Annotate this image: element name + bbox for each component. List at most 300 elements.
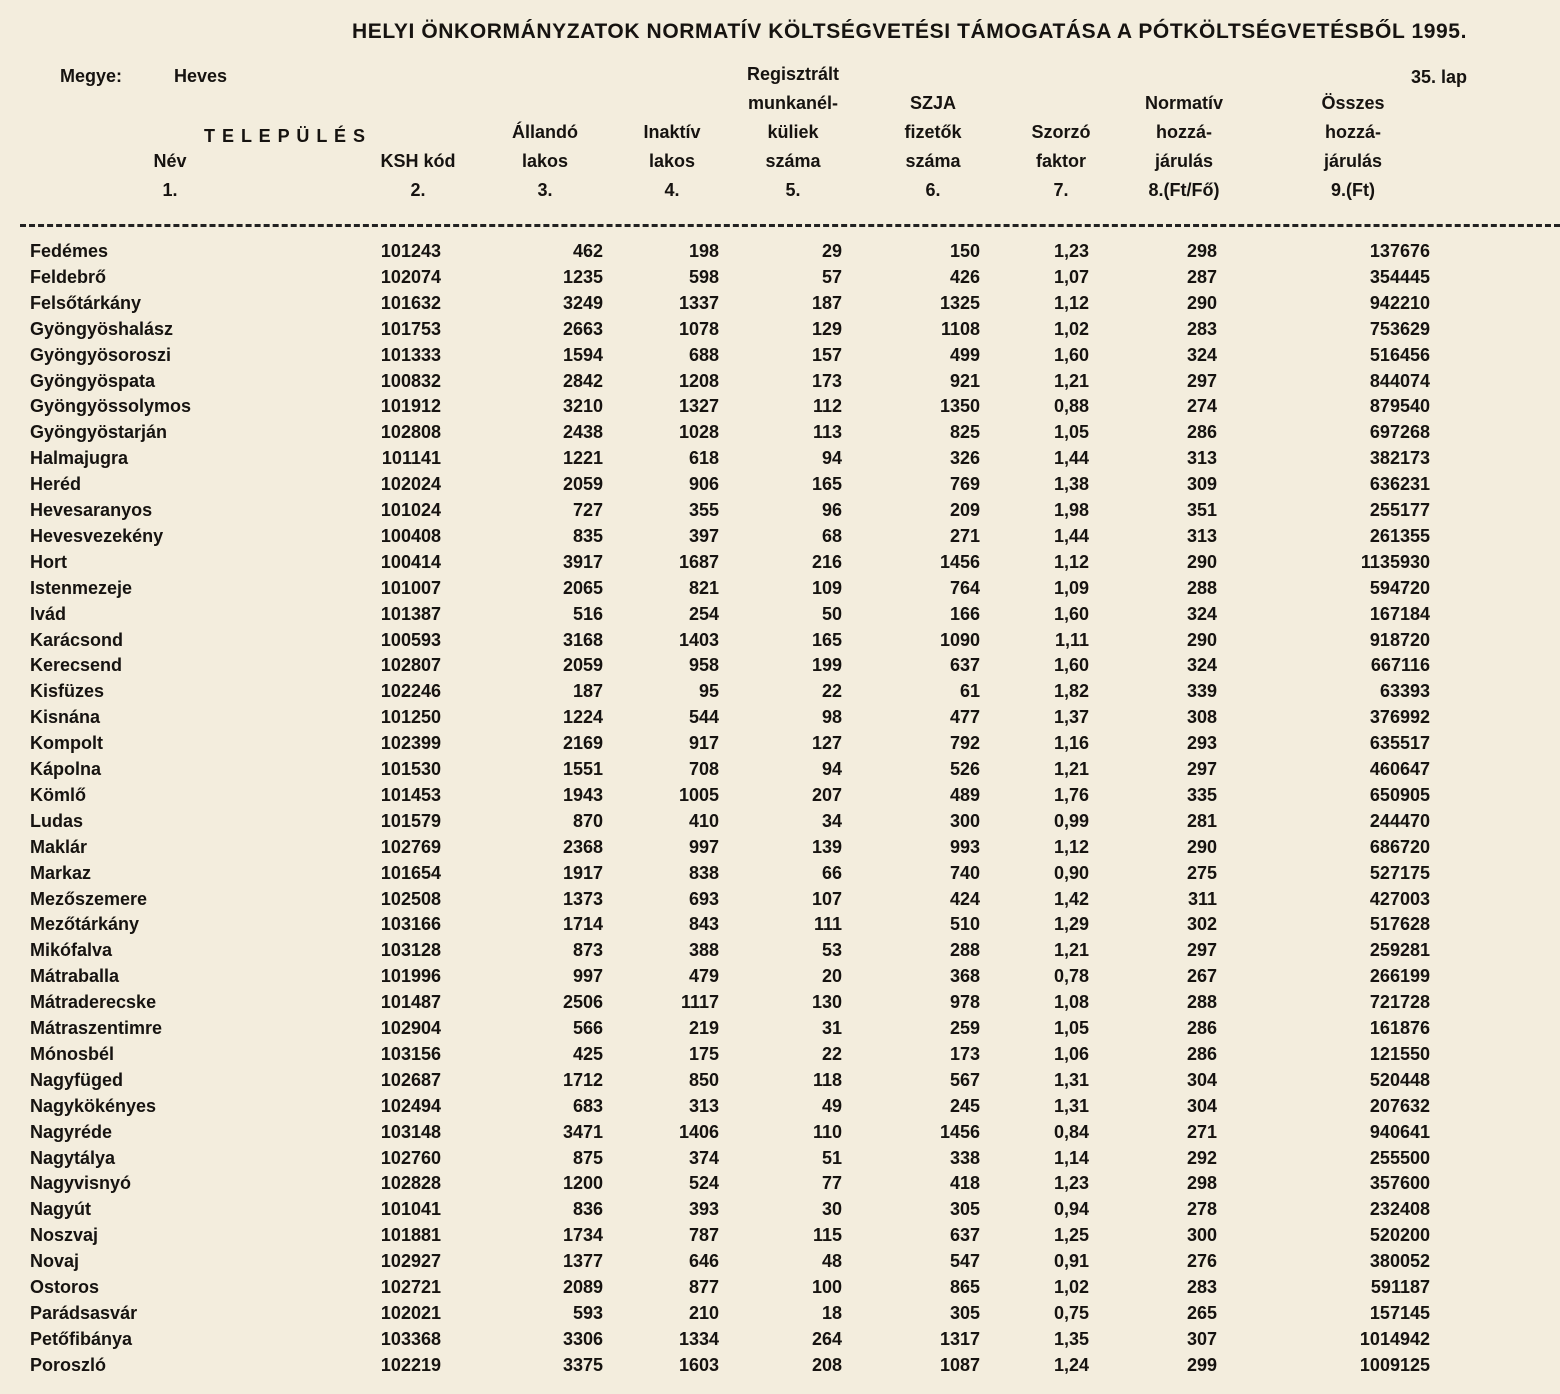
column-header-line: hozzá- [1156, 122, 1212, 142]
cell-name: Gyöngyöstarján [30, 422, 168, 443]
cell-permanent-residents: 836 [572, 1199, 603, 1220]
cell-registered-unemployed: 109 [811, 577, 842, 598]
cell-ksh-code: 102246 [380, 681, 441, 702]
cell-permanent-residents: 1943 [562, 784, 603, 805]
cell-inactive-residents: 524 [688, 1173, 719, 1194]
cell-name: Noszvaj [30, 1225, 99, 1246]
cell-name: Mátraderecske [30, 992, 157, 1013]
cell-permanent-residents: 1224 [562, 707, 603, 728]
table-row [0, 1015, 1560, 1041]
cell-total-contribution: 527175 [1369, 862, 1430, 883]
column-header-line: 6. [925, 180, 941, 200]
cell-permanent-residents: 873 [572, 940, 603, 961]
cell-total-contribution: 167184 [1369, 603, 1430, 624]
cell-ksh-code: 101912 [380, 396, 441, 417]
cell-registered-unemployed: 110 [812, 1121, 842, 1142]
cell-normative-contribution: 290 [1186, 836, 1217, 857]
column-header-line: Összes [1321, 93, 1385, 113]
cell-inactive-residents: 997 [688, 836, 719, 857]
cell-ksh-code: 101387 [380, 603, 441, 624]
cell-permanent-residents: 727 [572, 500, 603, 520]
cell-name: Mónosbél [30, 1043, 114, 1064]
column-header-line: SZJA [909, 93, 957, 113]
cell-ksh-code: 103166 [380, 914, 441, 935]
cell-total-contribution: 63393 [1379, 681, 1430, 702]
cell-registered-unemployed: 49 [821, 1095, 842, 1116]
cell-pit-payers: 865 [949, 1277, 980, 1297]
cell-ksh-code: 102687 [380, 1069, 441, 1090]
cell-name: Petőfibánya [30, 1328, 133, 1349]
cell-multiplier-factor: 1,44 [1053, 448, 1089, 469]
county-value: Heves [174, 66, 228, 86]
cell-ksh-code: 101041 [380, 1199, 441, 1220]
cell-permanent-residents: 3210 [562, 396, 603, 417]
cell-ksh-code: 102508 [380, 888, 441, 909]
cell-permanent-residents: 3917 [562, 551, 603, 572]
cell-multiplier-factor: 0,99 [1053, 810, 1089, 831]
cell-pit-payers: 792 [949, 733, 980, 754]
cell-total-contribution: 1009125 [1359, 1354, 1430, 1375]
cell-inactive-residents: 374 [688, 1147, 719, 1168]
cell-registered-unemployed: 94 [821, 448, 842, 469]
cell-multiplier-factor: 1,16 [1053, 733, 1089, 754]
cell-total-contribution: 517628 [1369, 914, 1430, 935]
table-row [0, 1170, 1560, 1196]
cell-registered-unemployed: 264 [811, 1328, 842, 1349]
cell-inactive-residents: 917 [688, 733, 719, 754]
cell-name: Gyöngyöshalász [30, 318, 174, 339]
cell-multiplier-factor: 1,11 [1054, 629, 1089, 650]
cell-multiplier-factor: 1,31 [1053, 1095, 1089, 1116]
table-row [0, 808, 1560, 834]
cell-permanent-residents: 2065 [562, 577, 603, 598]
table-row [0, 575, 1560, 601]
cell-ksh-code: 101632 [380, 292, 441, 313]
cell-inactive-residents: 877 [688, 1277, 719, 1297]
cell-permanent-residents: 3249 [562, 292, 603, 313]
cell-normative-contribution: 288 [1186, 992, 1217, 1013]
cell-name: Nagykökényes [30, 1095, 157, 1116]
cell-permanent-residents: 835 [572, 525, 603, 546]
column-header-line: 4. [664, 180, 680, 200]
cell-inactive-residents: 95 [698, 681, 719, 702]
cell-multiplier-factor: 0,88 [1053, 396, 1089, 417]
cell-permanent-residents: 1235 [562, 266, 603, 287]
cell-registered-unemployed: 68 [821, 525, 842, 546]
cell-multiplier-factor: 1,25 [1053, 1225, 1089, 1246]
cell-name: Kisfüzes [30, 681, 105, 702]
cell-total-contribution: 382173 [1369, 448, 1430, 469]
cell-normative-contribution: 288 [1186, 577, 1217, 598]
cell-multiplier-factor: 1,12 [1053, 551, 1089, 572]
cell-inactive-residents: 254 [688, 603, 719, 624]
cell-inactive-residents: 906 [688, 474, 719, 495]
cell-normative-contribution: 290 [1186, 629, 1217, 650]
cell-pit-payers: 1456 [939, 1121, 980, 1142]
cell-permanent-residents: 2089 [562, 1277, 603, 1297]
column-header-pit-payers [904, 89, 961, 205]
cell-multiplier-factor: 0,94 [1053, 1199, 1089, 1220]
table-row [0, 1145, 1560, 1171]
cell-multiplier-factor: 1,24 [1053, 1354, 1089, 1375]
cell-ksh-code: 102399 [380, 733, 441, 754]
table-row [0, 497, 1560, 523]
cell-registered-unemployed: 57 [821, 266, 842, 287]
table-row [0, 445, 1560, 471]
table-row [0, 1274, 1560, 1300]
cell-name: Mátraszentimre [30, 1018, 163, 1038]
cell-name: Hevesvezekény [30, 525, 164, 546]
cell-normative-contribution: 265 [1186, 1302, 1217, 1323]
cell-name: Mikófalva [30, 940, 113, 961]
column-header-ksh-code [380, 147, 455, 205]
cell-inactive-residents: 958 [688, 655, 719, 676]
cell-ksh-code: 102769 [380, 836, 441, 857]
cell-permanent-residents: 2663 [562, 318, 603, 339]
cell-name: Nagytálya [30, 1147, 116, 1168]
cell-multiplier-factor: 1,21 [1053, 940, 1089, 961]
table-row [0, 886, 1560, 912]
cell-ksh-code: 100408 [380, 525, 441, 546]
table-row [0, 393, 1560, 419]
cell-inactive-residents: 598 [688, 266, 719, 287]
column-header-normative-contribution [1145, 89, 1223, 205]
cell-pit-payers: 418 [949, 1173, 980, 1194]
cell-ksh-code: 101250 [380, 707, 441, 728]
column-header-line: hozzá- [1324, 122, 1381, 142]
cell-registered-unemployed: 165 [811, 629, 842, 650]
cell-total-contribution: 667116 [1370, 655, 1430, 676]
cell-registered-unemployed: 34 [821, 810, 842, 831]
cell-name: Nagyvisnyó [30, 1173, 132, 1194]
table-row [0, 290, 1560, 316]
cell-pit-payers: 150 [949, 241, 980, 261]
cell-inactive-residents: 850 [688, 1069, 719, 1090]
cell-pit-payers: 764 [949, 577, 980, 598]
cell-total-contribution: 697268 [1369, 422, 1430, 443]
column-header-line: 2. [410, 180, 426, 200]
cell-multiplier-factor: 1,37 [1053, 707, 1089, 728]
cell-ksh-code: 102760 [380, 1147, 441, 1168]
cell-normative-contribution: 281 [1186, 810, 1217, 831]
cell-permanent-residents: 1200 [562, 1173, 603, 1194]
table-row [0, 1067, 1560, 1093]
cell-total-contribution: 244470 [1369, 810, 1430, 831]
cell-inactive-residents: 210 [688, 1302, 719, 1323]
cell-permanent-residents: 997 [572, 966, 603, 987]
cell-pit-payers: 978 [949, 992, 980, 1013]
cell-total-contribution: 427003 [1369, 888, 1430, 909]
cell-registered-unemployed: 127 [811, 733, 842, 754]
cell-ksh-code: 101243 [380, 241, 441, 261]
cell-ksh-code: 102494 [380, 1095, 441, 1116]
column-header-line: 1. [162, 180, 178, 200]
cell-normative-contribution: 298 [1186, 1173, 1217, 1194]
cell-total-contribution: 207632 [1369, 1095, 1430, 1116]
cell-normative-contribution: 308 [1186, 707, 1217, 728]
cell-pit-payers: 1087 [939, 1354, 980, 1375]
cell-permanent-residents: 875 [572, 1147, 603, 1168]
cell-ksh-code: 101453 [380, 784, 441, 805]
table-row [0, 419, 1560, 445]
cell-pit-payers: 1108 [940, 318, 980, 339]
cell-registered-unemployed: 96 [821, 500, 842, 520]
cell-inactive-residents: 1334 [678, 1328, 719, 1349]
cell-multiplier-factor: 1,29 [1053, 914, 1089, 935]
column-header-line: Regisztrált [746, 64, 840, 84]
cell-total-contribution: 255500 [1369, 1147, 1430, 1168]
cell-name: Ostoros [30, 1277, 100, 1297]
table-row [0, 756, 1560, 782]
cell-registered-unemployed: 50 [821, 603, 842, 624]
cell-permanent-residents: 3471 [562, 1121, 603, 1142]
cell-registered-unemployed: 48 [821, 1251, 842, 1272]
cell-inactive-residents: 618 [688, 448, 719, 469]
column-header-permanent-residents [512, 118, 578, 205]
cell-ksh-code: 101333 [380, 344, 441, 365]
cell-multiplier-factor: 1,14 [1053, 1147, 1089, 1168]
cell-pit-payers: 245 [949, 1095, 980, 1116]
cell-inactive-residents: 708 [688, 759, 719, 779]
cell-inactive-residents: 355 [688, 500, 719, 520]
cell-registered-unemployed: 31 [821, 1018, 842, 1038]
cell-multiplier-factor: 1,60 [1053, 603, 1089, 624]
cell-pit-payers: 740 [949, 862, 980, 883]
cell-pit-payers: 489 [949, 784, 980, 805]
cell-permanent-residents: 3375 [562, 1354, 603, 1375]
table-row [0, 1093, 1560, 1119]
table-row [0, 704, 1560, 730]
cell-pit-payers: 338 [949, 1147, 980, 1168]
cell-total-contribution: 721728 [1369, 992, 1430, 1013]
cell-ksh-code: 102721 [380, 1277, 441, 1297]
cell-total-contribution: 376992 [1369, 707, 1430, 728]
cell-name: Heréd [30, 474, 82, 495]
cell-multiplier-factor: 1,02 [1053, 1277, 1089, 1297]
cell-normative-contribution: 274 [1186, 396, 1217, 417]
cell-pit-payers: 1090 [939, 629, 980, 650]
table-row [0, 264, 1560, 290]
cell-ksh-code: 101654 [380, 862, 441, 883]
cell-pit-payers: 567 [949, 1069, 980, 1090]
cell-pit-payers: 1350 [939, 396, 980, 417]
cell-ksh-code: 101530 [380, 759, 441, 779]
column-header-line: lakos [521, 151, 569, 171]
cell-name: Fedémes [30, 241, 109, 261]
cell-inactive-residents: 1403 [678, 629, 719, 650]
cell-ksh-code: 101753 [380, 318, 441, 339]
cell-inactive-residents: 479 [688, 966, 719, 987]
cell-pit-payers: 637 [949, 655, 980, 676]
cell-permanent-residents: 2438 [562, 422, 603, 443]
cell-multiplier-factor: 0,90 [1053, 862, 1089, 883]
column-header-line: KSH kód [380, 151, 456, 171]
cell-registered-unemployed: 51 [821, 1147, 842, 1168]
cell-pit-payers: 61 [959, 681, 980, 702]
cell-registered-unemployed: 111 [813, 914, 842, 935]
column-header-line: 3. [537, 180, 553, 200]
cell-pit-payers: 1317 [939, 1328, 980, 1349]
cell-inactive-residents: 821 [688, 577, 719, 598]
cell-registered-unemployed: 20 [821, 966, 842, 987]
cell-multiplier-factor: 1,07 [1053, 266, 1089, 287]
cell-registered-unemployed: 77 [821, 1173, 842, 1194]
cell-ksh-code: 100414 [380, 551, 441, 572]
cell-permanent-residents: 683 [572, 1095, 603, 1116]
column-header-line: lakos [648, 151, 696, 171]
cell-name: Gyöngyössolymos [30, 396, 192, 417]
cell-inactive-residents: 1005 [678, 784, 719, 805]
cell-registered-unemployed: 129 [811, 318, 842, 339]
column-header-inactive-residents [643, 118, 700, 205]
cell-total-contribution: 137676 [1369, 241, 1430, 261]
page-number: 35. lap [1411, 67, 1468, 87]
cell-ksh-code: 102024 [380, 474, 441, 495]
cell-inactive-residents: 1078 [678, 318, 719, 339]
column-header-line: járulás [1154, 151, 1214, 171]
cell-multiplier-factor: 1,02 [1053, 318, 1089, 339]
cell-name: Mezőtárkány [30, 914, 140, 935]
cell-name: Halmajugra [30, 448, 129, 469]
cell-ksh-code: 103156 [380, 1043, 441, 1064]
cell-permanent-residents: 3168 [562, 629, 603, 650]
cell-inactive-residents: 388 [688, 940, 719, 961]
cell-ksh-code: 102828 [380, 1173, 441, 1194]
cell-total-contribution: 266199 [1369, 966, 1430, 987]
cell-registered-unemployed: 139 [811, 836, 842, 857]
cell-inactive-residents: 693 [688, 888, 719, 909]
cell-permanent-residents: 1373 [562, 888, 603, 909]
cell-total-contribution: 354445 [1369, 266, 1430, 287]
cell-inactive-residents: 1117 [680, 992, 719, 1013]
cell-permanent-residents: 1594 [562, 344, 603, 365]
cell-permanent-residents: 2368 [562, 836, 603, 857]
cell-pit-payers: 526 [949, 759, 980, 779]
cell-ksh-code: 102807 [380, 655, 441, 676]
table-row [0, 678, 1560, 704]
cell-pit-payers: 510 [949, 914, 980, 935]
cell-name: Feldebrő [30, 266, 107, 287]
cell-registered-unemployed: 113 [812, 422, 842, 443]
cell-normative-contribution: 292 [1186, 1147, 1217, 1168]
column-header-line: Normatív [1144, 93, 1224, 113]
column-header-line: faktor [1035, 151, 1087, 171]
table-row [0, 342, 1560, 368]
cell-multiplier-factor: 1,44 [1053, 525, 1089, 546]
cell-normative-contribution: 286 [1186, 1043, 1217, 1064]
cell-total-contribution: 591187 [1370, 1277, 1430, 1297]
cell-normative-contribution: 271 [1186, 1121, 1217, 1142]
cell-multiplier-factor: 1,05 [1053, 1018, 1089, 1038]
column-header-line: küliek [767, 122, 819, 142]
cell-name: Mátraballa [30, 966, 120, 987]
cell-multiplier-factor: 1,23 [1053, 241, 1089, 261]
cell-ksh-code: 102074 [380, 266, 441, 287]
cell-permanent-residents: 2842 [562, 370, 603, 391]
column-header-line: 9.(Ft) [1330, 180, 1375, 200]
table-row [0, 627, 1560, 653]
cell-inactive-residents: 397 [688, 525, 719, 546]
cell-normative-contribution: 267 [1186, 966, 1217, 987]
cell-multiplier-factor: 1,21 [1053, 759, 1089, 779]
cell-name: Hevesaranyos [30, 500, 153, 520]
cell-registered-unemployed: 165 [811, 474, 842, 495]
cell-total-contribution: 516456 [1369, 344, 1430, 365]
cell-pit-payers: 547 [949, 1251, 980, 1272]
cell-ksh-code: 102219 [380, 1354, 441, 1375]
cell-total-contribution: 650905 [1369, 784, 1430, 805]
cell-total-contribution: 635517 [1369, 733, 1430, 754]
cell-normative-contribution: 297 [1186, 940, 1217, 961]
cell-permanent-residents: 1734 [562, 1225, 603, 1246]
cell-total-contribution: 261355 [1369, 525, 1430, 546]
cell-inactive-residents: 198 [688, 241, 719, 261]
cell-pit-payers: 173 [949, 1043, 980, 1064]
cell-pit-payers: 271 [949, 525, 980, 546]
cell-inactive-residents: 1337 [678, 292, 719, 313]
cell-total-contribution: 259281 [1369, 940, 1430, 961]
cell-registered-unemployed: 130 [811, 992, 842, 1013]
cell-name: Nagyréde [30, 1121, 113, 1142]
cell-registered-unemployed: 107 [811, 888, 842, 909]
cell-name: Felsőtárkány [30, 292, 142, 313]
column-header-line: Név [153, 151, 187, 171]
cell-inactive-residents: 646 [688, 1251, 719, 1272]
cell-total-contribution: 1014942 [1359, 1328, 1430, 1349]
cell-inactive-residents: 1406 [678, 1121, 719, 1142]
cell-normative-contribution: 309 [1186, 474, 1217, 495]
cell-normative-contribution: 307 [1186, 1328, 1217, 1349]
cell-normative-contribution: 324 [1186, 603, 1217, 624]
cell-permanent-residents: 462 [572, 241, 603, 261]
cell-ksh-code: 101007 [380, 577, 441, 598]
cell-registered-unemployed: 100 [811, 1277, 842, 1297]
column-header-line: Szorzó [1031, 122, 1091, 142]
table-row [0, 860, 1560, 886]
cell-ksh-code: 102904 [380, 1018, 441, 1038]
cell-inactive-residents: 1028 [678, 422, 719, 443]
cell-name: Karácsond [30, 629, 124, 650]
table-row [0, 549, 1560, 575]
cell-name: Istenmezeje [30, 577, 133, 598]
cell-normative-contribution: 324 [1186, 655, 1217, 676]
table-row [0, 989, 1560, 1015]
cell-inactive-residents: 843 [688, 914, 719, 935]
cell-pit-payers: 166 [949, 603, 980, 624]
table-row [0, 1119, 1560, 1145]
column-header-line: munkanél- [747, 93, 839, 113]
cell-ksh-code: 101487 [380, 992, 441, 1013]
cell-pit-payers: 259 [949, 1018, 980, 1038]
cell-normative-contribution: 297 [1186, 759, 1217, 779]
cell-name: Hort [30, 551, 67, 572]
cell-registered-unemployed: 115 [812, 1225, 842, 1246]
column-header-line: száma [905, 151, 961, 171]
cell-permanent-residents: 2059 [562, 655, 603, 676]
cell-total-contribution: 520200 [1369, 1225, 1430, 1246]
cell-permanent-residents: 566 [572, 1018, 603, 1038]
cell-pit-payers: 477 [949, 707, 980, 728]
cell-normative-contribution: 335 [1186, 784, 1217, 805]
cell-permanent-residents: 1551 [562, 759, 603, 779]
cell-registered-unemployed: 98 [821, 707, 842, 728]
cell-inactive-residents: 688 [688, 344, 719, 365]
column-header-line: 5. [785, 180, 801, 200]
cell-name: Ivád [30, 603, 67, 624]
cell-ksh-code: 100832 [380, 370, 441, 391]
cell-total-contribution: 844074 [1369, 370, 1430, 391]
cell-permanent-residents: 2059 [562, 474, 603, 495]
